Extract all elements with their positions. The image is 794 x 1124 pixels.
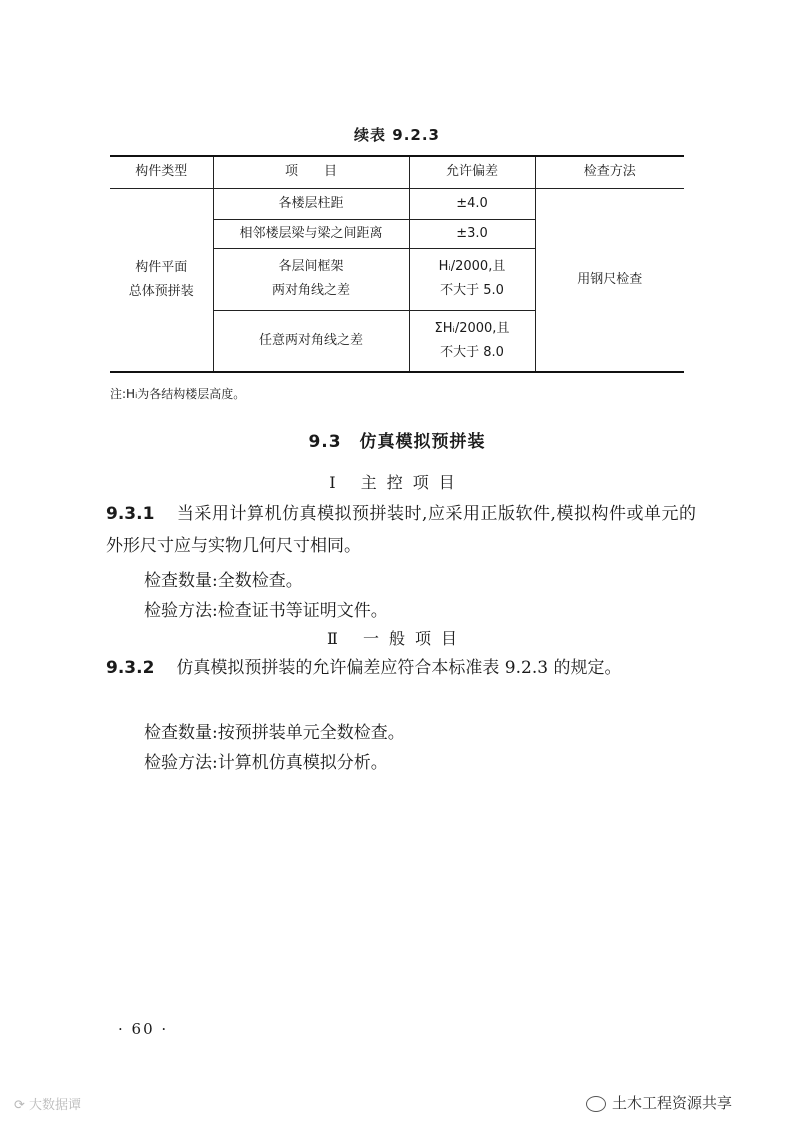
- clause-number: 9.3.1: [106, 504, 155, 524]
- item-cell: 相邻楼层梁与梁之间距离: [213, 219, 409, 248]
- item-line: 各层间框架: [278, 259, 344, 274]
- watermark-logo-icon: ⟳: [14, 1098, 30, 1113]
- tolerance-cell: [409, 248, 535, 310]
- page-number: · 60 ·: [118, 1020, 169, 1038]
- check-method-9-3-2: 检验方法:计算机仿真模拟分析。: [144, 753, 388, 773]
- tolerance-table: [110, 155, 684, 373]
- item-line: 两对角线之差: [271, 283, 350, 298]
- table-header-row: [110, 156, 684, 188]
- header-method: 检查方法: [535, 156, 684, 188]
- item-cell: 任意两对角线之差: [213, 310, 409, 372]
- tolerance-line: ΣHᵢ/2000,且: [434, 320, 510, 336]
- section-title: 9.3 仿真模拟预拼装: [308, 432, 486, 452]
- item-cell: 各楼层柱距: [213, 188, 409, 219]
- clause-9-3-2: [106, 652, 696, 684]
- check-quantity-9-3-1: 检查数量:全数检查。: [144, 571, 303, 591]
- table-title: 续表 9.2.3: [354, 126, 440, 144]
- component-type-line: 构件平面: [135, 259, 188, 275]
- header-component-type: 构件类型: [110, 156, 213, 188]
- table-note: 注:Hᵢ为各结构楼层高度。: [110, 387, 246, 401]
- clause-text: 当采用计算机仿真模拟预拼装时,应采用正版软件,模拟构件或单元的外形尺寸应与实物几何尺寸相同。: [106, 504, 696, 556]
- tolerance-line: 不大于 8.0: [440, 344, 504, 360]
- tolerance-cell: ±3.0: [409, 219, 535, 248]
- watermark-right: [586, 1092, 732, 1113]
- header-tolerance: 允许偏差: [409, 156, 535, 188]
- watermark-left: [14, 1094, 81, 1113]
- tolerance-cell: ±4.0: [409, 188, 535, 219]
- component-type-cell: [110, 188, 213, 372]
- table-row: [110, 188, 684, 219]
- wechat-icon: [586, 1096, 606, 1112]
- clause-text: 仿真模拟预拼装的允许偏差应符合本标准表 9.2.3 的规定。: [176, 658, 622, 678]
- tolerance-line: 不大于 5.0: [440, 283, 504, 298]
- watermark-right-text: 土木工程资源共享: [612, 1094, 733, 1112]
- clause-number: 9.3.2: [106, 658, 155, 678]
- subsection-title-main-control: Ⅰ 主控项目: [329, 473, 465, 492]
- clause-9-3-1: [106, 498, 696, 562]
- item-cell: [213, 248, 409, 310]
- tolerance-line: Hᵢ/2000,且: [438, 259, 506, 274]
- watermark-left-text: 大数据谭: [29, 1098, 82, 1113]
- header-item: 项 目: [213, 156, 409, 188]
- tolerance-cell: [409, 310, 535, 372]
- method-cell: 用钢尺检查: [535, 188, 684, 372]
- check-method-9-3-1: 检验方法:检查证书等证明文件。: [144, 601, 388, 621]
- subsection-title-general: Ⅱ 一般项目: [327, 629, 467, 648]
- check-quantity-9-3-2: 检查数量:按预拼装单元全数检查。: [144, 723, 405, 743]
- component-type-line: 总体预拼装: [128, 283, 194, 299]
